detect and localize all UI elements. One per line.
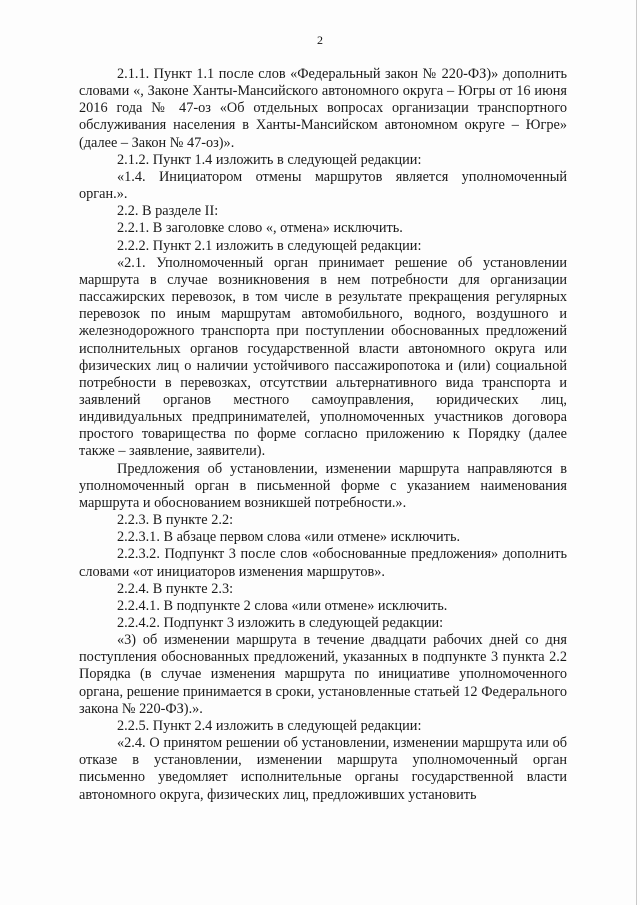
paragraph: 2.1.2. Пункт 1.4 изложить в следующей редакции: <box>117 151 422 168</box>
paragraph: «3) об изменении маршрута в течение двадцати рабочих дней со дня поступления обоснованных предложений, указанных в подпункте 3 пункта 2.2 Порядка (в случае изменения маршрута по инициативе уполномоченного органа, решение принимается в сроки, установленные статьей 12 Федерального закона № 220-ФЗ).». <box>79 632 567 717</box>
paragraph: 2.2.4.1. В подпункте 2 слова «или отмене» исключить. <box>117 597 448 614</box>
paragraph: 2.2.5. Пункт 2.4 изложить в следующей редакции: <box>117 717 422 734</box>
paragraph: 2.2.3. В пункте 2.2: <box>117 512 234 529</box>
paragraph: 2.2. В разделе II: <box>117 203 219 220</box>
paragraph: 2.2.3.1. В абзаце первом слова «или отмене» исключить. <box>117 529 461 546</box>
paragraph: «1.4. Инициатором отмены маршрутов является уполномоченный орган.». <box>79 168 567 203</box>
paragraph: 2.2.1. В заголовке слово «, отмена» исключить. <box>117 220 403 237</box>
paragraph: Предложения об установлении, изменении маршрута направляются в уполномоченный орган в письменной форме с указанием наименования маршрута и обоснованием возникшей потребности.». <box>79 460 567 511</box>
paragraph: 2.1.1. Пункт 1.1 после слов «Федеральный закон № 220-ФЗ)» дополнить словами «, Законе Ханты-Мансийского автономного округа – Югры от 16 июня 2016 года № 47-оз «Об отдельных вопросах организации транспортного обслуживания населения в Ханты-Мансийском автономном округе – Югре» (далее – Закон № 47-оз)». <box>79 66 567 151</box>
paragraph: «2.4. О принятом решении об установлении, изменении маршрута или об отказе в установлении, изменении маршрута уполномоченный орган письменно уведомляет исполнительные органы государственной власти автономного округа, физических лиц, предложивших установить <box>79 735 567 803</box>
paragraph: 2.2.3.2. Подпункт 3 после слов «обоснованные предложения» дополнить словами «от инициаторов изменения маршрутов». <box>79 546 567 580</box>
paragraph: 2.2.4.2. Подпункт 3 изложить в следующей редакции: <box>117 615 444 631</box>
paragraph: 2.2.2. Пункт 2.1 изложить в следующей редакции: <box>117 237 422 254</box>
document-body <box>79 66 567 804</box>
scan-edge-line <box>636 0 637 905</box>
page-number: 2 <box>317 33 323 47</box>
paragraph: «2.1. Уполномоченный орган принимает решение об установлении маршрута в случае возникновения в нем потребности для организации пассажирских перевозок, в том числе в результате прекращения регулярных перевозок по иным маршрутам автомобильного, водного, воздушного и железнодорожного транспорта при поступлении обоснованных предложений исполнительных органов государственной власти автономного округа или физических лиц о наличии устойчивого пассажиропотока и (или) социальной потребности в перевозках, отсутствии альтернативного вида транспорта и заявлений органов местного самоуправления, юридических лиц, индивидуальных предпринимателей, уполномоченных участников договора простого товарищества по форме согласно приложению к Порядку (далее также – заявление, заявители). <box>79 254 567 460</box>
paragraph: 2.2.4. В пункте 2.3: <box>117 580 234 597</box>
